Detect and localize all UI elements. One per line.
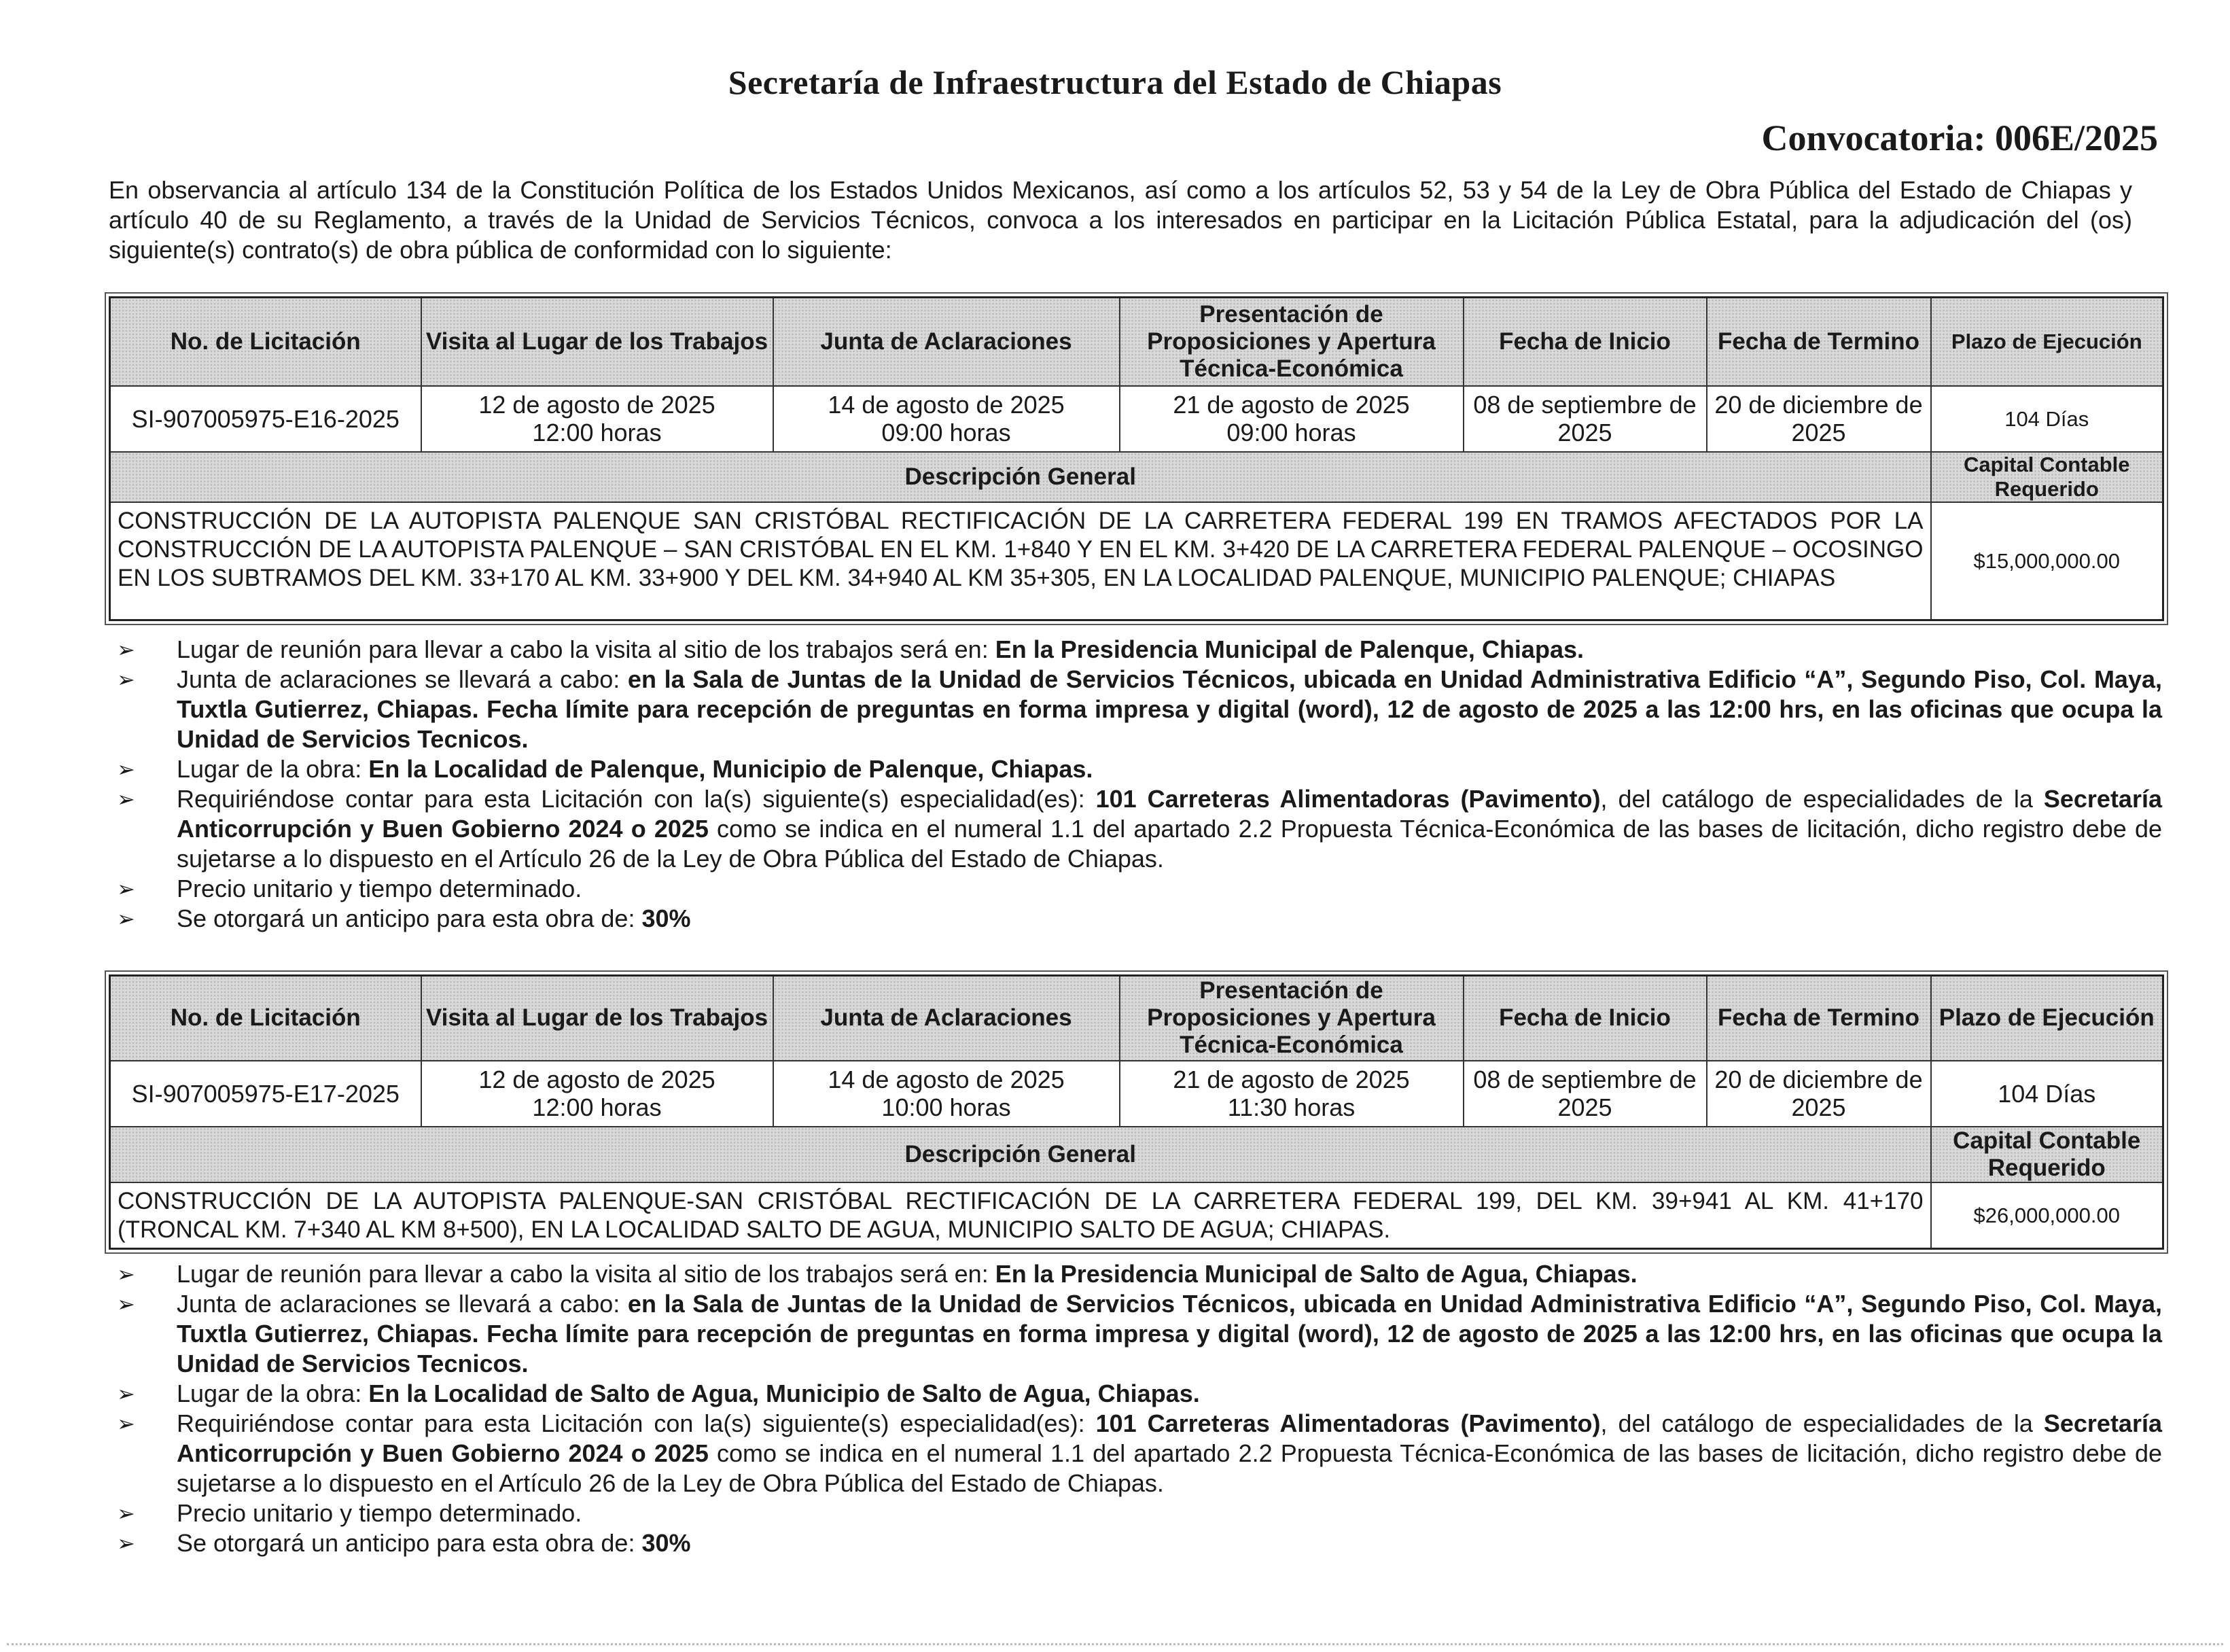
junta-fecha: 14 de agosto de 2025 — [828, 391, 1065, 419]
list-item: ➢ Se otorgará un anticipo para esta obra de: 30% — [117, 904, 691, 932]
junta-cell — [773, 1061, 1120, 1127]
header-visita: Visita al Lugar de los Trabajos — [421, 298, 773, 386]
arrow-bullet-icon: ➢ — [117, 757, 135, 781]
fecha-inicio: 08 de septiembre de 2025 — [1464, 1061, 1707, 1127]
list-item: ➢ Se otorgará un anticipo para esta obra de: 30% — [117, 1529, 691, 1557]
arrow-bullet-icon: ➢ — [117, 787, 135, 811]
convocatoria-number: Convocatoria: 006E/2025 — [1761, 118, 2158, 158]
arrow-bullet-icon: ➢ — [117, 1531, 135, 1556]
presentacion-hora: 09:00 horas — [1226, 419, 1356, 446]
header-fecha-inicio: Fecha de Inicio — [1464, 298, 1707, 386]
list-item: ➢ Requiriéndose contar para esta Licitación con la(s) siguiente(s) especialidad(es): 101 Carreteras Alimentadoras (Pavimento), del catálogo de especialidades de la Secretaría Anticorrupción y Buen Gobierno 2024 o 2025 como se indica en el numeral 1.1 del apartado 2.2 Propuesta Técnica-Económica de las bases de licitación, dicho registro debe de sujetarse a lo dispuesto en el Artículo 26 de la Ley de Obra Pública del Estado de Chiapas. — [117, 785, 2162, 873]
descripcion-general: CONSTRUCCIÓN DE LA AUTOPISTA PALENQUE SAN CRISTÓBAL RECTIFICACIÓN DE LA CARRETERA FEDERAL 199 EN TRAMOS AFECTADOS POR LA CONSTRUCCIÓN DE LA AUTOPISTA PALENQUE – SAN CRISTÓBAL EN EL KM. 1+840 Y EN EL KM. 3+420 DE LA CARRETERA FEDERAL PALENQUE – OCOSINGO EN LOS SUBTRAMOS DEL KM. 33+170 AL KM. 33+900 Y DEL KM. 34+940 AL KM 35+305, EN LA LOCALIDAD PALENQUE, MUNICIPIO PALENQUE; CHIAPAS — [110, 502, 1931, 620]
visita-fecha: 12 de agosto de 2025 — [478, 391, 715, 419]
plazo-ejecucion: 104 Días — [1931, 386, 2163, 452]
header-no-licitacion: No. de Licitación — [110, 976, 421, 1061]
capital-contable: $15,000,000.00 — [1931, 502, 2163, 620]
list-item: ➢ Precio unitario y tiempo determinado. — [117, 875, 582, 902]
header-fecha-inicio: Fecha de Inicio — [1464, 976, 1707, 1061]
fecha-inicio: 08 de septiembre de 2025 — [1464, 386, 1707, 452]
presentacion-fecha: 21 de agosto de 2025 — [1173, 391, 1410, 419]
header-plazo: Plazo de Ejecución — [1931, 298, 2163, 386]
junta-fecha: 14 de agosto de 2025 — [828, 1066, 1065, 1093]
presentacion-cell — [1120, 1061, 1464, 1127]
list-item: ➢ Junta de aclaraciones se llevará a cabo: en la Sala de Juntas de la Unidad de Servicios Técnicos, ubicada en Unidad Administrativa Edificio “A”, Segundo Piso, Col. Maya, Tuxtla Gutierrez, Chiapas. Fecha límite para recepción de preguntas en forma impresa y digital (word), 12 de agosto de 2025 a las 12:00 hrs, en las oficinas que ocupa la Unidad de Servicios Tecnicos. — [117, 665, 2162, 753]
header-plazo: Plazo de Ejecución — [1931, 976, 2163, 1061]
presentacion-hora: 11:30 horas — [1227, 1093, 1356, 1121]
presentacion-cell — [1120, 386, 1464, 452]
arrow-bullet-icon: ➢ — [117, 877, 135, 901]
intro-paragraph: En observancia al artículo 134 de la Constitución Política de los Estados Unidos Mexicanos, así como a los artículos 52, 53 y 54 de la Ley de Obra Pública del Estado de Chiapas y artículo 40 de su Reglamento, a través de la Unidad de Servicios Técnicos, convoca a los interesados en participar en la Licitación Pública Estatal, para la adjudicación del (os) siguiente(s) contrato(s) de obra pública de conformidad con lo siguiente: — [109, 176, 2132, 264]
fecha-termino: 20 de diciembre de 2025 — [1707, 386, 1931, 452]
licitacion-table-2 — [109, 974, 2164, 1250]
arrow-bullet-icon: ➢ — [117, 1382, 135, 1406]
list-item: ➢ Lugar de reunión para llevar a cabo la visita al sitio de los trabajos será en: En la Presidencia Municipal de Palenque, Chiapas. — [117, 635, 1584, 663]
visita-hora: 12:00 horas — [532, 419, 662, 446]
arrow-bullet-icon: ➢ — [117, 667, 135, 692]
visita-cell — [421, 386, 773, 452]
list-item: ➢ Requiriéndose contar para esta Licitación con la(s) siguiente(s) especialidad(es): 101 Carreteras Alimentadoras (Pavimento), del catálogo de especialidades de la Secretaría Anticorrupción y Buen Gobierno 2024 o 2025 como se indica en el numeral 1.1 del apartado 2.2 Propuesta Técnica-Económica de las bases de licitación, dicho registro debe de sujetarse a lo dispuesto en el Artículo 26 de la Ley de Obra Pública del Estado de Chiapas. — [117, 1409, 2162, 1497]
licitacion-number: SI-907005975-E17-2025 — [110, 1061, 421, 1127]
header-fecha-termino: Fecha de Termino — [1707, 298, 1931, 386]
fecha-termino: 20 de diciembre de 2025 — [1707, 1061, 1931, 1127]
capital-contable: $26,000,000.00 — [1931, 1182, 2163, 1249]
header-capital: Capital Contable Requerido — [1931, 452, 2163, 502]
list-item: ➢ Precio unitario y tiempo determinado. — [117, 1499, 582, 1527]
header-junta: Junta de Aclaraciones — [773, 298, 1120, 386]
header-junta: Junta de Aclaraciones — [773, 976, 1120, 1061]
bullet-list-2 — [109, 1259, 2162, 1558]
header-descripcion: Descripción General — [110, 1127, 1931, 1182]
junta-hora: 10:00 horas — [881, 1093, 1011, 1121]
licitacion-table-1 — [109, 296, 2164, 621]
junta-cell — [773, 386, 1120, 452]
list-item: ➢ Lugar de reunión para llevar a cabo la visita al sitio de los trabajos será en: En la Presidencia Municipal de Salto de Agua, Chiapas. — [117, 1260, 1638, 1288]
header-visita: Visita al Lugar de los Trabajos — [421, 976, 773, 1061]
visita-hora: 12:00 horas — [532, 1093, 662, 1121]
arrow-bullet-icon: ➢ — [117, 1411, 135, 1436]
arrow-bullet-icon: ➢ — [117, 1262, 135, 1286]
header-presentacion: Presentación de Proposiciones y Apertura Técnica-Económica — [1120, 976, 1464, 1061]
bullet-list-1 — [109, 635, 2162, 934]
document-title: Secretaría de Infraestructura del Estado de Chiapas — [728, 63, 1502, 101]
scan-edge-divider — [7, 1643, 2223, 1645]
arrow-bullet-icon: ➢ — [117, 907, 135, 931]
descripcion-general: CONSTRUCCIÓN DE LA AUTOPISTA PALENQUE-SAN CRISTÓBAL RECTIFICACIÓN DE LA CARRETERA FEDERAL 199, DEL KM. 39+941 AL KM. 41+170 (TRONCAL KM. 7+340 AL KM 8+500), EN LA LOCALIDAD SALTO DE AGUA, MUNICIPIO SALTO DE AGUA; CHIAPAS. — [110, 1182, 1931, 1249]
visita-fecha: 12 de agosto de 2025 — [478, 1066, 715, 1093]
header-presentacion: Presentación de Proposiciones y Apertura Técnica-Económica — [1120, 298, 1464, 386]
presentacion-fecha: 21 de agosto de 2025 — [1173, 1066, 1410, 1093]
licitacion-number: SI-907005975-E16-2025 — [110, 386, 421, 452]
header-descripcion: Descripción General — [110, 452, 1931, 502]
plazo-ejecucion: 104 Días — [1931, 1061, 2163, 1127]
list-item: ➢ Lugar de la obra: En la Localidad de Salto de Agua, Municipio de Salto de Agua, Chiapas. — [117, 1379, 1200, 1407]
visita-cell — [421, 1061, 773, 1127]
junta-hora: 09:00 horas — [881, 419, 1011, 446]
header-no-licitacion: No. de Licitación — [110, 298, 421, 386]
arrow-bullet-icon: ➢ — [117, 637, 135, 662]
header-fecha-termino: Fecha de Termino — [1707, 976, 1931, 1061]
list-item: ➢ Lugar de la obra: En la Localidad de Palenque, Municipio de Palenque, Chiapas. — [117, 755, 1093, 783]
arrow-bullet-icon: ➢ — [117, 1501, 135, 1526]
arrow-bullet-icon: ➢ — [117, 1292, 135, 1316]
header-capital: Capital Contable Requerido — [1931, 1127, 2163, 1182]
list-item: ➢ Junta de aclaraciones se llevará a cabo: en la Sala de Juntas de la Unidad de Servicios Técnicos, ubicada en Unidad Administrativa Edificio “A”, Segundo Piso, Col. Maya, Tuxtla Gutierrez, Chiapas. Fecha límite para recepción de preguntas en forma impresa y digital (word), 12 de agosto de 2025 a las 12:00 hrs, en las oficinas que ocupa la Unidad de Servicios Tecnicos. — [117, 1290, 2162, 1377]
